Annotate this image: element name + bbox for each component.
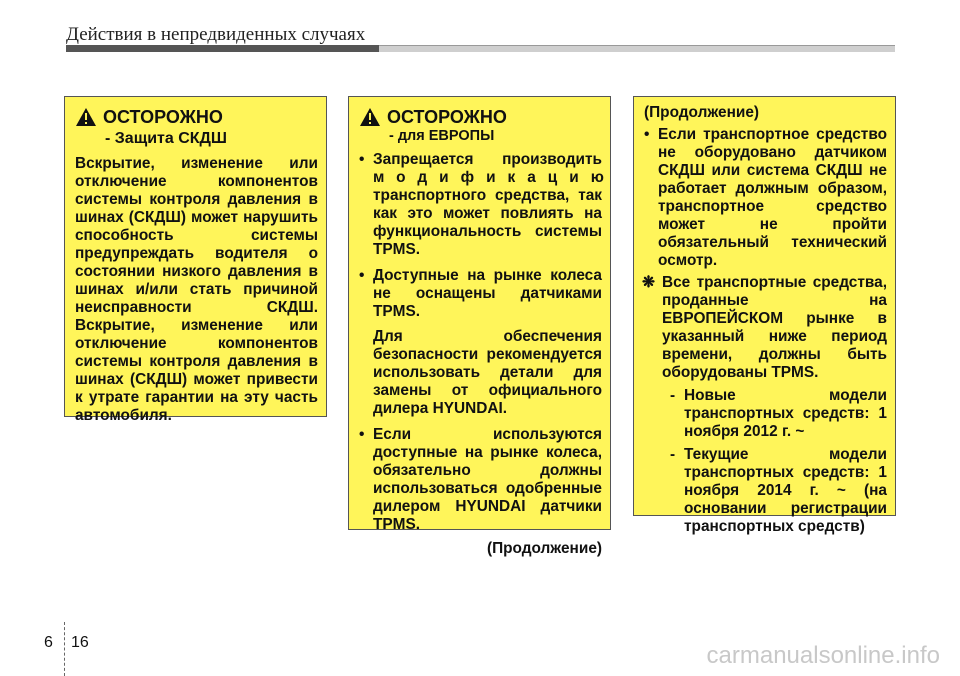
caution-label: ОСТОРОЖНО xyxy=(103,107,223,127)
bullet-text: Доступные на рынке колеса не оснащены датчиками TPMS. xyxy=(373,267,602,320)
page-number: 16 xyxy=(71,634,89,651)
caution-heading xyxy=(359,106,602,128)
bullet-text: Если транспортное средство не оборудовано датчиком СКДШ или система СКДШ не работает должным образом, транспортное средство может не пройти обязательный технический осмотр. xyxy=(658,126,887,269)
chapter-number: 6 xyxy=(44,634,53,651)
bullet-text: Если используются доступные на рынке колеса, обязательно должны использоваться одобренные дилером HYUNDAI датчики TPMS. xyxy=(373,426,602,533)
warning-triangle-icon xyxy=(75,107,97,127)
header-rule-accent xyxy=(66,45,379,52)
bullet-paragraph: Для обеспечения безопасности рекомендуется использовать детали для замены от официального дилера HYUNDAI. xyxy=(373,328,602,417)
dash-text: Новые модели транспортных средств: 1 ноября 2012 г. ~ xyxy=(684,387,887,440)
bullet-dot: • xyxy=(359,426,365,443)
bullet-modification xyxy=(359,151,616,259)
footer-divider xyxy=(64,622,65,676)
bullet-dot: • xyxy=(359,151,365,168)
caution-box-continued xyxy=(633,96,896,535)
bullet-text: транспортного средства, так как это может повлиять на функциональность системы TPMS. xyxy=(373,187,602,258)
dash-mark: - xyxy=(670,446,676,463)
watermark: carmanualsonline.info xyxy=(706,642,940,669)
bullet-text-spaced: модификацию xyxy=(373,169,616,186)
section-title: Действия в непредвиденных случаях xyxy=(66,24,366,45)
bullet-text-line: Запрещается производить xyxy=(373,151,602,168)
caution-label: ОСТОРОЖНО xyxy=(387,107,507,127)
caution-box-europe xyxy=(348,96,616,557)
caution-box-tpms-protection xyxy=(64,96,327,424)
note-europe-market xyxy=(644,274,887,382)
dash-item-new-models xyxy=(670,387,887,441)
continued-label: (Продолжение) xyxy=(486,540,602,557)
bullet-dot: • xyxy=(644,126,650,143)
continued-label: (Продолжение) xyxy=(644,104,760,121)
note-text: Все транспортные средства, проданные на ЕВРОПЕЙСКОМ рынке в указанный ниже период времени, должны быть оборудованы TPMS. xyxy=(662,274,887,381)
dash-mark: - xyxy=(670,387,676,404)
asterism-icon: ❋ xyxy=(642,274,655,291)
header-rule xyxy=(66,45,895,52)
caution-subtitle: - для ЕВРОПЫ xyxy=(389,128,495,144)
warning-triangle-icon xyxy=(359,107,381,127)
dash-item-current-models xyxy=(670,446,887,536)
caution-heading xyxy=(75,106,318,128)
caution-subtitle: - Защита СКДШ xyxy=(105,130,228,147)
bullet-dot: • xyxy=(359,267,365,284)
bullet-approved-sensors xyxy=(359,426,602,534)
bullet-inspection xyxy=(644,126,887,270)
bullet-aftermarket-wheels xyxy=(359,267,602,321)
caution-text: Вскрытие, изменение или отключение компонентов системы контроля давления в шинах (СКДШ) может нарушить способность системы предупреждать водителя о состоянии низкого давления в шинах и/или стать причиной неисправности СКДШ. Вскрытие, изменение или отключение компонентов системы контроля давления в шинах (СКДШ) может привести к утрате гарантии на эту часть автомобиля. xyxy=(75,155,318,424)
dash-text: Текущие модели транспортных средств: 1 ноября 2014 г. ~ (на основании регистрации транспортных средств) xyxy=(684,446,887,535)
